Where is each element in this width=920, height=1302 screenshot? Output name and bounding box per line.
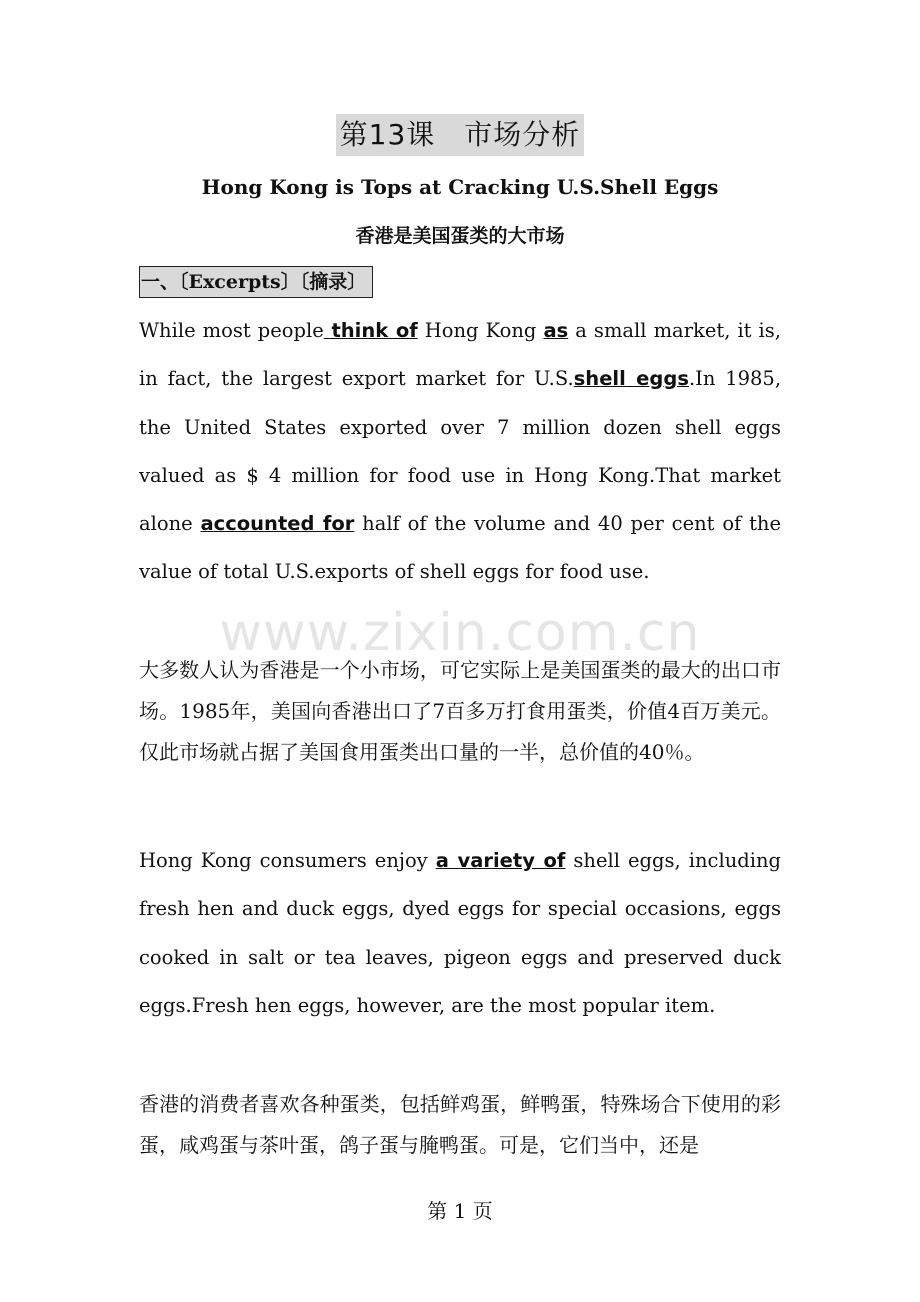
text-run: Hong Kong consumers enjoy <box>139 849 436 872</box>
text-run: a small market, it is, in fact, the largest export market for U.S. <box>139 319 782 391</box>
underlined-term-shell-eggs: shell eggs <box>573 367 689 391</box>
text-run: half of the volume and 40 per cent of the value of total U.S.exports of shell eggs for food use. <box>139 512 782 584</box>
section-heading-excerpts: 一、〔Excerpts〕〔摘录〕 <box>139 266 373 298</box>
paragraph-chinese-1: 大多数人认为香港是一个小市场，可它实际上是美国蛋类的最大的出口市场。1985年，美国向香港出口了7百多万打食用蛋类，价值4百万美元。仅此市场就占据了美国食用蛋类出口量的一半，总价值的40％。 <box>139 658 781 764</box>
watermark: www.zixin.com.cn <box>219 603 701 663</box>
paragraph-chinese-2: 香港的消费者喜欢各种蛋类，包括鲜鸡蛋，鲜鸭蛋，特殊场合下使用的彩蛋，咸鸡蛋与茶叶蛋，鸽子蛋与腌鸭蛋。可是，它们当中，还是 <box>139 1092 781 1157</box>
article-title-english: Hong Kong is Tops at Cracking U.S.Shell Eggs <box>201 175 719 199</box>
page-number: 第 1 页 <box>427 1199 493 1223</box>
underlined-term-a-variety-of: a variety of <box>435 849 566 872</box>
lesson-title-text: 第13课 市场分析 <box>336 114 585 156</box>
underlined-term-as: as <box>543 319 569 342</box>
underlined-term-accounted-for: accounted for <box>200 512 355 536</box>
text-run: shell eggs, including fresh hen and duck eggs, dyed eggs for special occasions, eggs cooked in salt or tea leaves, pigeon eggs and preserved duck eggs.Fresh hen eggs, however, are the most popular item. <box>139 849 782 1017</box>
underlined-term-think-of: think of <box>323 319 418 342</box>
paragraph-english-2 <box>139 837 781 1030</box>
text-run: While most people <box>139 319 324 342</box>
lesson-title <box>0 114 920 156</box>
text-run: .In 1985, the United States exported over 7 million dozen shell eggs valued as $ 4 million for food use in Hong Kong.That market alone <box>139 367 782 536</box>
text-run: Hong Kong <box>417 319 544 342</box>
article-title-chinese: 香港是美国蛋类的大市场 <box>355 225 565 247</box>
paragraph-english-1 <box>139 307 781 597</box>
